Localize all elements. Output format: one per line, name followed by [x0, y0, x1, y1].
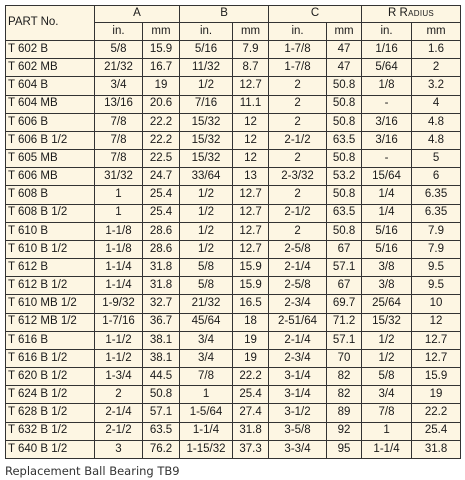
cell-c-mm: 92 [327, 422, 362, 440]
table-row [6, 186, 461, 204]
cell-b-in: 45/64 [180, 313, 233, 331]
table-row [6, 386, 461, 404]
cell-a-in: 3/4 [95, 77, 143, 95]
cell-r-in: 1/16 [362, 41, 412, 59]
cell-b-mm: 16.5 [233, 295, 269, 313]
cell-a-mm: 28.6 [143, 222, 180, 240]
cell-c-in: 2-1/2 [269, 131, 327, 149]
cell-a-mm: 16.7 [143, 59, 180, 77]
cell-c-in: 2 [269, 77, 327, 95]
cell-b-mm: 12.7 [233, 222, 269, 240]
cell-b-mm: 19 [233, 349, 269, 367]
cell-r-in: 15/32 [362, 313, 412, 331]
cell-r-in: 25/64 [362, 295, 412, 313]
cell-c-mm: 50.8 [327, 95, 362, 113]
cell-part-number: T 610 B 1/2 [6, 240, 95, 258]
table-row [6, 222, 461, 240]
cell-a-in: 7/8 [95, 113, 143, 131]
subheader-b-mm: mm [233, 23, 269, 41]
cell-a-mm: 25.4 [143, 204, 180, 222]
cell-c-in: 2 [269, 186, 327, 204]
cell-part-number: T 602 MB [6, 59, 95, 77]
cell-r-mm: 6.35 [412, 186, 461, 204]
cell-b-in: 1-1/4 [180, 422, 233, 440]
cell-c-in: 3-1/2 [269, 404, 327, 422]
cell-a-mm: 22.2 [143, 113, 180, 131]
table-row [6, 313, 461, 331]
cell-b-mm: 22.2 [233, 368, 269, 386]
cell-a-in: 1-1/4 [95, 277, 143, 295]
cell-c-in: 2 [269, 150, 327, 168]
cell-part-number: T 640 B 1/2 [6, 440, 95, 458]
cell-r-mm: 12 [412, 313, 461, 331]
cell-b-in: 1-5/64 [180, 404, 233, 422]
cell-c-in: 3-5/8 [269, 422, 327, 440]
table-caption: Replacement Ball Bearing TB9 [5, 464, 180, 478]
cell-b-in: 1/2 [180, 77, 233, 95]
cell-r-mm: 4.8 [412, 131, 461, 149]
table-row [6, 259, 461, 277]
table-row [6, 349, 461, 367]
cell-b-in: 5/8 [180, 277, 233, 295]
cell-b-in: 1 [180, 386, 233, 404]
cell-c-in: 2-5/8 [269, 240, 327, 258]
cell-c-mm: 50.8 [327, 186, 362, 204]
subheader-r-in: in. [362, 23, 412, 41]
cell-c-mm: 71.2 [327, 313, 362, 331]
cell-a-in: 1-1/4 [95, 259, 143, 277]
cell-a-in: 1-9/32 [95, 295, 143, 313]
cell-r-in: 7/8 [362, 404, 412, 422]
table-row [6, 77, 461, 95]
cell-a-in: 1-1/2 [95, 331, 143, 349]
cell-r-mm: 4.8 [412, 113, 461, 131]
cell-part-number: T 616 B [6, 331, 95, 349]
cell-r-in: 5/8 [362, 368, 412, 386]
cell-b-mm: 13 [233, 168, 269, 186]
cell-r-mm: 7.9 [412, 240, 461, 258]
cell-r-mm: 9.5 [412, 259, 461, 277]
cell-c-in: 3-3/4 [269, 440, 327, 458]
cell-b-mm: 25.4 [233, 386, 269, 404]
cell-part-number: T 620 B 1/2 [6, 368, 95, 386]
cell-a-mm: 22.5 [143, 150, 180, 168]
cell-c-mm: 50.8 [327, 113, 362, 131]
cell-r-mm: 9.5 [412, 277, 461, 295]
cell-c-in: 2-1/2 [269, 204, 327, 222]
cell-a-in: 2-1/2 [95, 422, 143, 440]
cell-r-in: 1/2 [362, 349, 412, 367]
cell-b-in: 5/8 [180, 259, 233, 277]
cell-r-mm: 25.4 [412, 422, 461, 440]
cell-a-in: 31/32 [95, 168, 143, 186]
table-row [6, 131, 461, 149]
cell-r-mm: 15.9 [412, 368, 461, 386]
cell-b-mm: 18 [233, 313, 269, 331]
cell-b-mm: 12 [233, 113, 269, 131]
cell-r-mm: 12.7 [412, 349, 461, 367]
cell-a-in: 3 [95, 440, 143, 458]
cell-c-in: 2-5/8 [269, 277, 327, 295]
cell-c-mm: 50.8 [327, 150, 362, 168]
cell-c-mm: 89 [327, 404, 362, 422]
cell-b-in: 1-15/32 [180, 440, 233, 458]
cell-a-in: 1-1/8 [95, 240, 143, 258]
cell-part-number: T 604 B [6, 77, 95, 95]
cell-a-in: 7/8 [95, 150, 143, 168]
radius-header-initial: R [388, 7, 397, 20]
cell-b-mm: 31.8 [233, 422, 269, 440]
cell-b-in: 15/32 [180, 113, 233, 131]
table-row [6, 150, 461, 168]
cell-part-number: T 610 MB 1/2 [6, 295, 95, 313]
cell-r-mm: 19 [412, 386, 461, 404]
cell-b-in: 15/32 [180, 131, 233, 149]
cell-c-in: 2-3/4 [269, 349, 327, 367]
cell-c-in: 2 [269, 113, 327, 131]
cell-part-number: T 606 B 1/2 [6, 131, 95, 149]
cell-r-in: 1-1/4 [362, 440, 412, 458]
cell-b-mm: 12 [233, 150, 269, 168]
cell-r-mm: 6.35 [412, 204, 461, 222]
cell-c-mm: 69.7 [327, 295, 362, 313]
cell-part-number: T 612 B [6, 259, 95, 277]
cell-b-in: 3/4 [180, 349, 233, 367]
table-row [6, 240, 461, 258]
cell-c-mm: 53.2 [327, 168, 362, 186]
cell-c-mm: 67 [327, 240, 362, 258]
table-row [6, 95, 461, 113]
cell-part-number: T 604 MB [6, 95, 95, 113]
cell-a-mm: 38.1 [143, 349, 180, 367]
cell-r-in: 3/16 [362, 113, 412, 131]
table-row [6, 440, 461, 458]
cell-a-in: 1-7/16 [95, 313, 143, 331]
cell-r-in: - [362, 150, 412, 168]
subheader-a-mm: mm [143, 23, 180, 41]
cell-c-in: 1-7/8 [269, 41, 327, 59]
cell-a-in: 5/8 [95, 41, 143, 59]
cell-c-in: 2-51/64 [269, 313, 327, 331]
column-group-a: A [95, 6, 180, 23]
cell-a-in: 1-1/8 [95, 222, 143, 240]
cell-r-in: 5/16 [362, 222, 412, 240]
cell-a-mm: 20.6 [143, 95, 180, 113]
cell-r-mm: 22.2 [412, 404, 461, 422]
cell-part-number: T 616 B 1/2 [6, 349, 95, 367]
radius-header-word: Radius [399, 7, 435, 20]
cell-a-mm: 36.7 [143, 313, 180, 331]
cell-c-mm: 82 [327, 386, 362, 404]
cell-r-in: 3/8 [362, 259, 412, 277]
cell-r-mm: 1.6 [412, 41, 461, 59]
cell-part-number: T 606 MB [6, 168, 95, 186]
cell-c-mm: 50.8 [327, 222, 362, 240]
cell-r-in: 3/4 [362, 386, 412, 404]
cell-r-in: 3/8 [362, 277, 412, 295]
table-row [6, 113, 461, 131]
cell-b-mm: 15.9 [233, 259, 269, 277]
cell-r-in: 3/16 [362, 131, 412, 149]
cell-c-in: 2-3/4 [269, 295, 327, 313]
cell-a-mm: 38.1 [143, 331, 180, 349]
part-number-header: PART No. [6, 6, 95, 41]
cell-b-in: 11/32 [180, 59, 233, 77]
table-body [6, 41, 461, 459]
subheader-b-in: in. [180, 23, 233, 41]
cell-a-mm: 15.9 [143, 41, 180, 59]
cell-b-in: 21/32 [180, 295, 233, 313]
subheader-c-mm: mm [327, 23, 362, 41]
cell-r-in: 5/64 [362, 59, 412, 77]
subheader-a-in: in. [95, 23, 143, 41]
cell-b-in: 7/16 [180, 95, 233, 113]
cell-a-in: 2 [95, 386, 143, 404]
cell-b-in: 1/2 [180, 204, 233, 222]
cell-a-in: 21/32 [95, 59, 143, 77]
cell-r-mm: 7.9 [412, 222, 461, 240]
cell-b-mm: 7.9 [233, 41, 269, 59]
cell-a-in: 1-3/4 [95, 368, 143, 386]
cell-r-mm: 5 [412, 150, 461, 168]
cell-a-mm: 57.1 [143, 404, 180, 422]
column-group-radius [362, 6, 461, 23]
cell-part-number: T 624 B 1/2 [6, 386, 95, 404]
table-row [6, 422, 461, 440]
cell-c-in: 2-1/4 [269, 259, 327, 277]
cell-c-mm: 67 [327, 277, 362, 295]
cell-a-mm: 22.2 [143, 131, 180, 149]
cell-b-mm: 15.9 [233, 277, 269, 295]
cell-b-mm: 11.1 [233, 95, 269, 113]
cell-c-in: 3-1/4 [269, 368, 327, 386]
cell-a-mm: 24.7 [143, 168, 180, 186]
cell-b-in: 7/8 [180, 368, 233, 386]
cell-a-in: 1 [95, 186, 143, 204]
cell-c-mm: 70 [327, 349, 362, 367]
cell-r-in: 1/4 [362, 186, 412, 204]
table-row [6, 204, 461, 222]
cell-b-in: 15/32 [180, 150, 233, 168]
cell-part-number: T 608 B 1/2 [6, 204, 95, 222]
table-row [6, 59, 461, 77]
cell-c-in: 3-1/4 [269, 386, 327, 404]
cell-r-mm: 10 [412, 295, 461, 313]
cell-a-mm: 28.6 [143, 240, 180, 258]
table-row [6, 277, 461, 295]
cell-c-mm: 57.1 [327, 331, 362, 349]
cell-c-mm: 47 [327, 59, 362, 77]
cell-part-number: T 612 B 1/2 [6, 277, 95, 295]
cell-r-in: 1/8 [362, 77, 412, 95]
table-row [6, 331, 461, 349]
cell-part-number: T 606 B [6, 113, 95, 131]
cell-a-in: 2-1/4 [95, 404, 143, 422]
cell-c-in: 2-1/4 [269, 331, 327, 349]
cell-b-mm: 8.7 [233, 59, 269, 77]
cell-b-in: 1/2 [180, 240, 233, 258]
cell-r-in: - [362, 95, 412, 113]
cell-part-number: T 610 B [6, 222, 95, 240]
cell-b-mm: 12.7 [233, 186, 269, 204]
cell-a-in: 13/16 [95, 95, 143, 113]
cell-c-mm: 63.5 [327, 131, 362, 149]
cell-b-in: 5/16 [180, 41, 233, 59]
cell-r-mm: 12.7 [412, 331, 461, 349]
cell-a-mm: 50.8 [143, 386, 180, 404]
cell-b-in: 1/2 [180, 186, 233, 204]
cell-r-mm: 4 [412, 95, 461, 113]
cell-b-mm: 12.7 [233, 240, 269, 258]
cell-part-number: T 608 B [6, 186, 95, 204]
cell-a-mm: 44.5 [143, 368, 180, 386]
cell-b-mm: 12.7 [233, 204, 269, 222]
cell-r-in: 15/64 [362, 168, 412, 186]
column-group-c: C [269, 6, 362, 23]
cell-c-mm: 47 [327, 41, 362, 59]
cell-c-in: 2 [269, 222, 327, 240]
bearing-spec-table [5, 5, 461, 459]
cell-part-number: T 605 MB [6, 150, 95, 168]
cell-a-mm: 32.7 [143, 295, 180, 313]
table-row [6, 295, 461, 313]
cell-a-mm: 25.4 [143, 186, 180, 204]
cell-r-mm: 2 [412, 59, 461, 77]
cell-a-mm: 31.8 [143, 259, 180, 277]
table-row [6, 41, 461, 59]
cell-c-in: 2-3/32 [269, 168, 327, 186]
cell-b-mm: 27.4 [233, 404, 269, 422]
cell-a-mm: 31.8 [143, 277, 180, 295]
cell-b-in: 33/64 [180, 168, 233, 186]
cell-c-in: 1-7/8 [269, 59, 327, 77]
cell-r-mm: 31.8 [412, 440, 461, 458]
cell-c-mm: 57.1 [327, 259, 362, 277]
cell-r-in: 1 [362, 422, 412, 440]
cell-a-mm: 63.5 [143, 422, 180, 440]
cell-b-mm: 12.7 [233, 77, 269, 95]
cell-r-mm: 6 [412, 168, 461, 186]
cell-a-in: 7/8 [95, 131, 143, 149]
cell-r-in: 1/4 [362, 204, 412, 222]
cell-part-number: T 632 B 1/2 [6, 422, 95, 440]
cell-r-mm: 3.2 [412, 77, 461, 95]
cell-c-mm: 63.5 [327, 204, 362, 222]
cell-part-number: T 612 MB 1/2 [6, 313, 95, 331]
cell-a-mm: 76.2 [143, 440, 180, 458]
table-row [6, 368, 461, 386]
subheader-c-in: in. [269, 23, 327, 41]
cell-b-mm: 12 [233, 131, 269, 149]
cell-a-in: 1 [95, 204, 143, 222]
cell-b-mm: 19 [233, 331, 269, 349]
cell-c-mm: 50.8 [327, 77, 362, 95]
cell-r-in: 5/16 [362, 240, 412, 258]
cell-part-number: T 602 B [6, 41, 95, 59]
cell-r-in: 1/2 [362, 331, 412, 349]
cell-b-in: 3/4 [180, 331, 233, 349]
table-row [6, 168, 461, 186]
cell-a-in: 1-1/2 [95, 349, 143, 367]
cell-part-number: T 628 B 1/2 [6, 404, 95, 422]
cell-a-mm: 19 [143, 77, 180, 95]
cell-b-in: 1/2 [180, 222, 233, 240]
cell-b-mm: 37.3 [233, 440, 269, 458]
table-row [6, 404, 461, 422]
cell-c-in: 2 [269, 95, 327, 113]
subheader-r-mm: mm [412, 23, 461, 41]
column-group-b: B [180, 6, 269, 23]
cell-c-mm: 95 [327, 440, 362, 458]
cell-c-mm: 82 [327, 368, 362, 386]
